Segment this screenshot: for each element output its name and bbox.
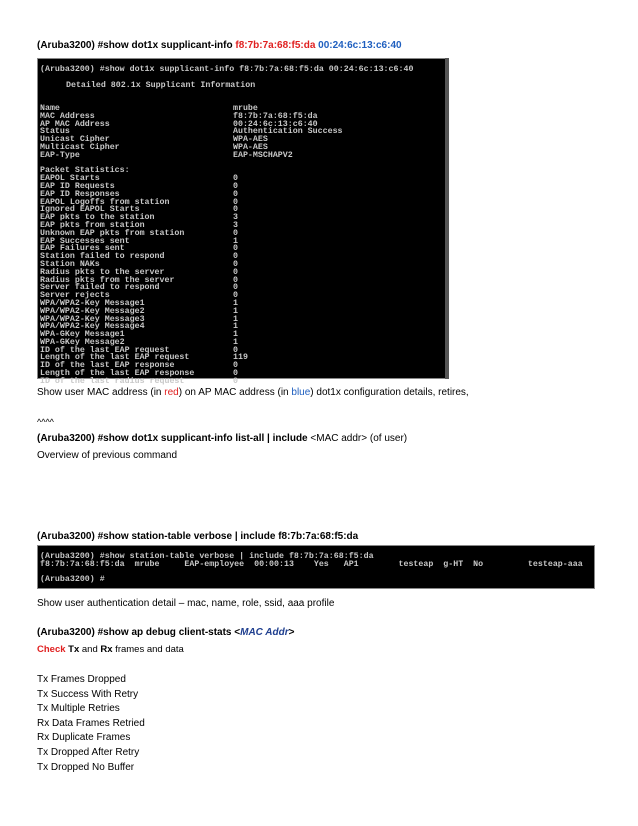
stat-row xyxy=(40,378,443,386)
stat-value: 0 xyxy=(233,244,238,254)
stat-label: Radius pkts from the server xyxy=(40,275,175,285)
stat-label: WPA/WPA2-Key Message3 xyxy=(40,314,145,324)
user-mac-red: f8:7b:7a:68:f5:da xyxy=(235,40,316,51)
description-2: Overview of previous command xyxy=(37,450,178,461)
info-label: Unicast Cipher xyxy=(40,135,110,145)
stat-label: EAP Successes sent xyxy=(40,236,130,246)
info-value: WPA-AES xyxy=(233,142,268,152)
stat-row xyxy=(40,253,443,261)
stat-label: EAP ID Responses xyxy=(40,189,120,199)
info-label: Status xyxy=(40,127,70,137)
counter-item: Tx Success With Retry xyxy=(37,688,139,700)
counter-item: Rx Data Frames Retried xyxy=(37,717,145,729)
check-word: Check xyxy=(37,644,66,655)
desc-1-part-b: ) on AP MAC address (in xyxy=(178,387,292,398)
terminal-2-station-row: f8:7b:7a:68:f5:da mrube EAP-employee 00:00:13 Yes AP1 testeap g-HT No testeap-aaa xyxy=(40,559,583,569)
stat-value: 0 xyxy=(233,205,238,215)
stat-value: 1 xyxy=(233,236,238,246)
stat-value: 0 xyxy=(233,283,238,293)
counter-item: Tx Dropped After Retry xyxy=(37,746,140,758)
info-label: AP MAC Address xyxy=(40,119,110,129)
stat-label: Server rejects xyxy=(40,291,110,301)
counter-list xyxy=(37,673,145,775)
stat-value: 0 xyxy=(233,345,238,355)
stat-label: Station NAKs xyxy=(40,259,100,269)
stat-label: Station failed to respond xyxy=(40,252,165,262)
packet-stats-rows xyxy=(40,175,443,386)
stat-value: 0 xyxy=(233,376,238,386)
terminal-scrollbar[interactable] xyxy=(445,58,449,379)
stat-label: WPA-GKey Message2 xyxy=(40,337,125,347)
stat-label: WPA/WPA2-Key Message4 xyxy=(40,322,145,332)
stat-value: 0 xyxy=(233,189,238,199)
stat-value: 3 xyxy=(233,220,238,230)
stat-label: Radius pkts to the server xyxy=(40,267,165,277)
stat-label: EAP pkts from station xyxy=(40,220,145,230)
terminal-2-prompt: (Aruba3200) #show station-table verbose | include f8:7b:7a:68:f5:da xyxy=(40,552,374,561)
command-1-heading xyxy=(37,40,402,52)
desc-1-part-a: Show user MAC address (in xyxy=(37,387,165,398)
command-2-bold: (Aruba3200) #show dot1x supplicant-info list-all | include xyxy=(37,433,311,444)
counter-item: Tx Multiple Retries xyxy=(37,703,120,715)
stat-value: 1 xyxy=(233,298,238,308)
stat-value: 0 xyxy=(233,174,238,184)
stat-label: WPA/WPA2-Key Message2 xyxy=(40,306,145,316)
stat-value: 1 xyxy=(233,322,238,332)
stat-value: 3 xyxy=(233,213,238,223)
command-3-heading: (Aruba3200) #show station-table verbose | include f8:7b:7a:68:f5:da xyxy=(37,531,359,542)
terminal-2-prompt-end: (Aruba3200) # xyxy=(40,575,105,585)
stat-value: 0 xyxy=(233,369,238,379)
description-1 xyxy=(37,387,469,399)
command-2-normal: <MAC addr> (of user) xyxy=(310,433,408,444)
counter-item: Rx Duplicate Frames xyxy=(37,732,131,744)
stat-value: 0 xyxy=(233,267,238,277)
desc-1-part-c: ) dot1x configuration details, retires, xyxy=(310,387,469,398)
stat-value: 0 xyxy=(233,291,238,301)
info-value: Authentication Success xyxy=(233,127,343,137)
stat-value: 0 xyxy=(233,259,238,269)
command-4-heading xyxy=(37,627,294,639)
info-value: WPA-AES xyxy=(233,135,268,145)
stat-value: 0 xyxy=(233,361,238,371)
stat-label: Server failed to respond xyxy=(40,283,160,293)
stat-label: Length of the last EAP request xyxy=(40,353,190,363)
check-rx: Rx xyxy=(100,644,113,655)
stat-value: 0 xyxy=(233,197,238,207)
stat-value: 0 xyxy=(233,181,238,191)
stat-label: Ignored EAPOL Starts xyxy=(40,205,140,215)
check-line xyxy=(37,644,184,656)
stat-label: ID of the last EAP response xyxy=(40,361,175,371)
counter-item: Tx Frames Dropped xyxy=(37,674,126,685)
command-1-prefix: (Aruba3200) #show dot1x supplicant-info xyxy=(37,40,236,51)
stat-value: 1 xyxy=(233,306,238,316)
terminal-station-table xyxy=(37,545,595,589)
stat-value: 1 xyxy=(233,314,238,324)
stat-label: EAPOL Logoffs from station xyxy=(40,197,170,207)
packet-stats-header: Packet Statistics: xyxy=(40,166,130,176)
stat-value: 0 xyxy=(233,228,238,238)
stat-label: WPA-GKey Message1 xyxy=(40,330,125,340)
description-3: Show user authentication detail – mac, name, role, ssid, aaa profile xyxy=(37,598,335,609)
stat-value: 119 xyxy=(233,353,248,363)
command-4-bold: (Aruba3200) #show ap debug client-stats < xyxy=(37,627,241,638)
info-row xyxy=(40,152,443,160)
stat-label: EAP ID Requests xyxy=(40,181,115,191)
command-2-heading xyxy=(37,433,407,445)
info-value: EAP-MSCHAPV2 xyxy=(233,150,293,160)
info-label: MAC Address xyxy=(40,111,95,121)
stat-value: 1 xyxy=(233,337,238,347)
counter-item: Tx Dropped No Buffer xyxy=(37,761,135,773)
info-value: 00:24:6c:13:c6:40 xyxy=(233,119,318,129)
stat-label: ID of the last radius request xyxy=(40,376,185,386)
command-4-end: > xyxy=(288,627,295,638)
stat-label: EAP Failures sent xyxy=(40,244,125,254)
ap-mac-blue: 00:24:6c:13:c6:40 xyxy=(318,40,402,51)
carets: ^^^^ xyxy=(37,417,54,427)
stat-label: EAPOL Starts xyxy=(40,174,100,184)
stat-label: Length of the last EAP response xyxy=(40,369,195,379)
desc-1-red-word: red xyxy=(164,387,179,398)
terminal-title: Detailed 802.1x Supplicant Information xyxy=(66,80,256,90)
desc-1-blue-word: blue xyxy=(291,387,311,398)
info-label: EAP-Type xyxy=(40,150,80,160)
command-4-mac-placeholder: MAC Addr xyxy=(240,627,289,638)
info-label: Name xyxy=(40,103,60,113)
stat-label: ID of the last EAP request xyxy=(40,345,170,355)
stat-value: 0 xyxy=(233,252,238,262)
stat-value: 1 xyxy=(233,330,238,340)
info-value: mrube xyxy=(233,103,258,113)
check-tx: Tx xyxy=(68,644,80,655)
stat-value: 0 xyxy=(233,275,238,285)
stat-label: Unknown EAP pkts from station xyxy=(40,228,185,238)
info-value: f8:7b:7a:68:f5:da xyxy=(233,111,318,121)
supplicant-info-rows xyxy=(40,105,443,160)
terminal-prompt-line: (Aruba3200) #show dot1x supplicant-info f8:7b:7a:68:f5:da 00:24:6c:13:c6:40 xyxy=(40,65,414,74)
stat-label: WPA/WPA2-Key Message1 xyxy=(40,298,145,308)
terminal-supplicant-info xyxy=(37,58,449,386)
stat-label: EAP pkts to the station xyxy=(40,213,155,223)
check-and: and xyxy=(79,644,101,655)
check-rest: frames and data xyxy=(112,644,184,655)
info-label: Multicast Cipher xyxy=(40,142,120,152)
